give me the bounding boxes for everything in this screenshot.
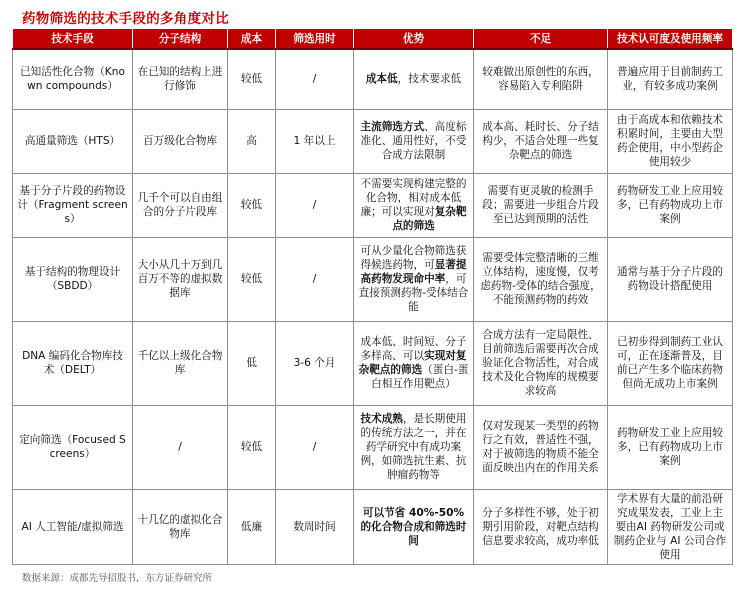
cell-structure: 在已知的结构上进行修饰 — [133, 49, 228, 109]
cell-structure: 千亿以上级化合物库 — [133, 321, 228, 405]
cell-technique: 基于分子片段的药物设计（Fragment screens） — [13, 173, 133, 237]
cell-advantage — [354, 49, 474, 109]
cell-recognition: 通常与基于分子片段的药物设计搭配使用 — [608, 237, 733, 321]
header-technique: 技术手段 — [13, 29, 133, 50]
advantage-bold: 可以节省 40%-50%的化合物合成和筛选时间 — [360, 506, 467, 547]
header-structure: 分子结构 — [133, 29, 228, 50]
cell-advantage — [354, 109, 474, 173]
advantage-text: 、高度标准化、通用性好，不受合成方法限制 — [360, 121, 467, 161]
cell-time: 3-6 个月 — [276, 321, 354, 405]
cell-cost: 低廉 — [228, 489, 276, 564]
advantage-text: 不需要实现构建完整的化合物，相对成本低廉；可以实现对 — [360, 178, 467, 218]
cell-recognition: 药物研发工业上应用较多，已有药物成功上市案例 — [608, 405, 733, 489]
cell-shortcoming: 分子多样性不够，处于初期引用阶段，对靶点结构信息要求较高，成功率低 — [474, 489, 608, 564]
cell-shortcoming: 需要受体完整清晰的三维立体结构，速度慢，仅考虑药物-受体的结合强度，不能预测药物的药效 — [474, 237, 608, 321]
advantage-text: （蛋白-蛋白相互作用靶点） — [371, 364, 469, 390]
cell-time: 1 年以上 — [276, 109, 354, 173]
cell-cost: 较低 — [228, 49, 276, 109]
cell-cost: 较低 — [228, 405, 276, 489]
cell-technique: 基于结构的物理设计（SBDD） — [13, 237, 133, 321]
cell-advantage — [354, 237, 474, 321]
advantage-bold: 显著提高药物发现命中率 — [360, 259, 467, 285]
table-row — [13, 489, 733, 564]
cell-technique: 定向筛选（Focused Screens） — [13, 405, 133, 489]
cell-cost: 低 — [228, 321, 276, 405]
cell-structure: 大小从几十万到几百万不等的虚拟数据库 — [133, 237, 228, 321]
table-row — [13, 405, 733, 489]
cell-cost: 高 — [228, 109, 276, 173]
header-time: 筛选用时 — [276, 29, 354, 50]
header-cost: 成本 — [228, 29, 276, 50]
advantage-text: ，技术要求低 — [397, 73, 462, 86]
cell-time: / — [276, 405, 354, 489]
header-shortcoming: 不足 — [474, 29, 608, 50]
cell-structure: 百万级化合物库 — [133, 109, 228, 173]
table-row — [13, 109, 733, 173]
advantage-bold: 主流筛选方式 — [360, 121, 425, 133]
header-recognition: 技术认可度及使用频率 — [608, 29, 733, 50]
table-row — [13, 173, 733, 237]
cell-time: / — [276, 173, 354, 237]
table-row — [13, 321, 733, 405]
cell-recognition: 由于高成本和依赖技术积累时间，主要由大型药企使用，中小型药企使用较少 — [608, 109, 733, 173]
cell-shortcoming: 成本高、耗时长、分子结构少，不适合处理一些复杂靶点的筛选 — [474, 109, 608, 173]
advantage-text: ，可直接预测药物-受体结合能 — [358, 273, 469, 313]
cell-shortcoming: 需要有更灵敏的检测手段；需要进一步组合片段至已达到预期的活性 — [474, 173, 608, 237]
cell-cost: 较低 — [228, 173, 276, 237]
cell-recognition: 学术界有大量的前沿研究成果发表，工业上主要由AI 药物研发公司或制药企业与 AI 公司合作使用 — [608, 489, 733, 564]
advantage-text: ，是长期使用的传统方法之一，并在药学研究中有成功案例，如筛选抗生素、抗肿瘤药物等 — [360, 413, 467, 481]
table-row — [13, 49, 733, 109]
cell-recognition: 药物研发工业上应用较多，已有药物成功上市案例 — [608, 173, 733, 237]
advantage-bold: 成本低 — [365, 73, 398, 86]
comparison-table — [12, 28, 733, 565]
cell-advantage — [354, 405, 474, 489]
header-advantage: 优势 — [354, 29, 474, 50]
advantage-bold: 技术成熟 — [360, 413, 403, 425]
cell-shortcoming: 合成方法有一定局限性、目前筛选后需要再次合成验证化合物活性，对合成技术及化合物库的规模要求较高 — [474, 321, 608, 405]
cell-time: / — [276, 49, 354, 109]
cell-technique: 已知活性化合物（Known compounds） — [13, 49, 133, 109]
data-source-note: 数据来源：成都先导招股书，东方证券研究所 — [22, 573, 213, 584]
cell-advantage — [354, 173, 474, 237]
cell-cost: 较低 — [228, 237, 276, 321]
advantage-text: 可从少量化合物筛选获得候选药物，可 — [360, 245, 467, 271]
cell-structure: 几千个可以自由组合的分子片段库 — [133, 173, 228, 237]
cell-advantage — [354, 489, 474, 564]
cell-shortcoming: 较难做出原创性的东西，容易陷入专利陷阱 — [474, 49, 608, 109]
table-row — [13, 237, 733, 321]
cell-technique: DNA 编码化合物库技术（DELT） — [13, 321, 133, 405]
cell-time: 数周时间 — [276, 489, 354, 564]
cell-structure: 十几亿的虚拟化合物库 — [133, 489, 228, 564]
table-title: 药物筛选的技术手段的多角度对比 — [22, 11, 229, 27]
advantage-bold: 实现对复杂靶点的筛选 — [358, 350, 467, 376]
cell-structure: / — [133, 405, 228, 489]
advantage-text: 成本低、时间短、分子多样高、可以 — [360, 336, 467, 362]
cell-recognition: 已初步得到制药工业认可，正在逐渐普及，目前已产生多个临床药物但尚无成功上市案例 — [608, 321, 733, 405]
cell-shortcoming: 仅对发现某一类型的药物行之有效，普适性不强，对于被筛选的物质不能全面反映出内在的作用关系 — [474, 405, 608, 489]
table-header-row — [13, 29, 733, 50]
cell-technique: AI 人工智能/虚拟筛选 — [13, 489, 133, 564]
cell-recognition: 普遍应用于目前制药工业，有较多成功案例 — [608, 49, 733, 109]
cell-advantage — [354, 321, 474, 405]
advantage-bold: 复杂靶点的筛选 — [392, 206, 467, 232]
cell-technique: 高通量筛选（HTS） — [13, 109, 133, 173]
cell-time: / — [276, 237, 354, 321]
